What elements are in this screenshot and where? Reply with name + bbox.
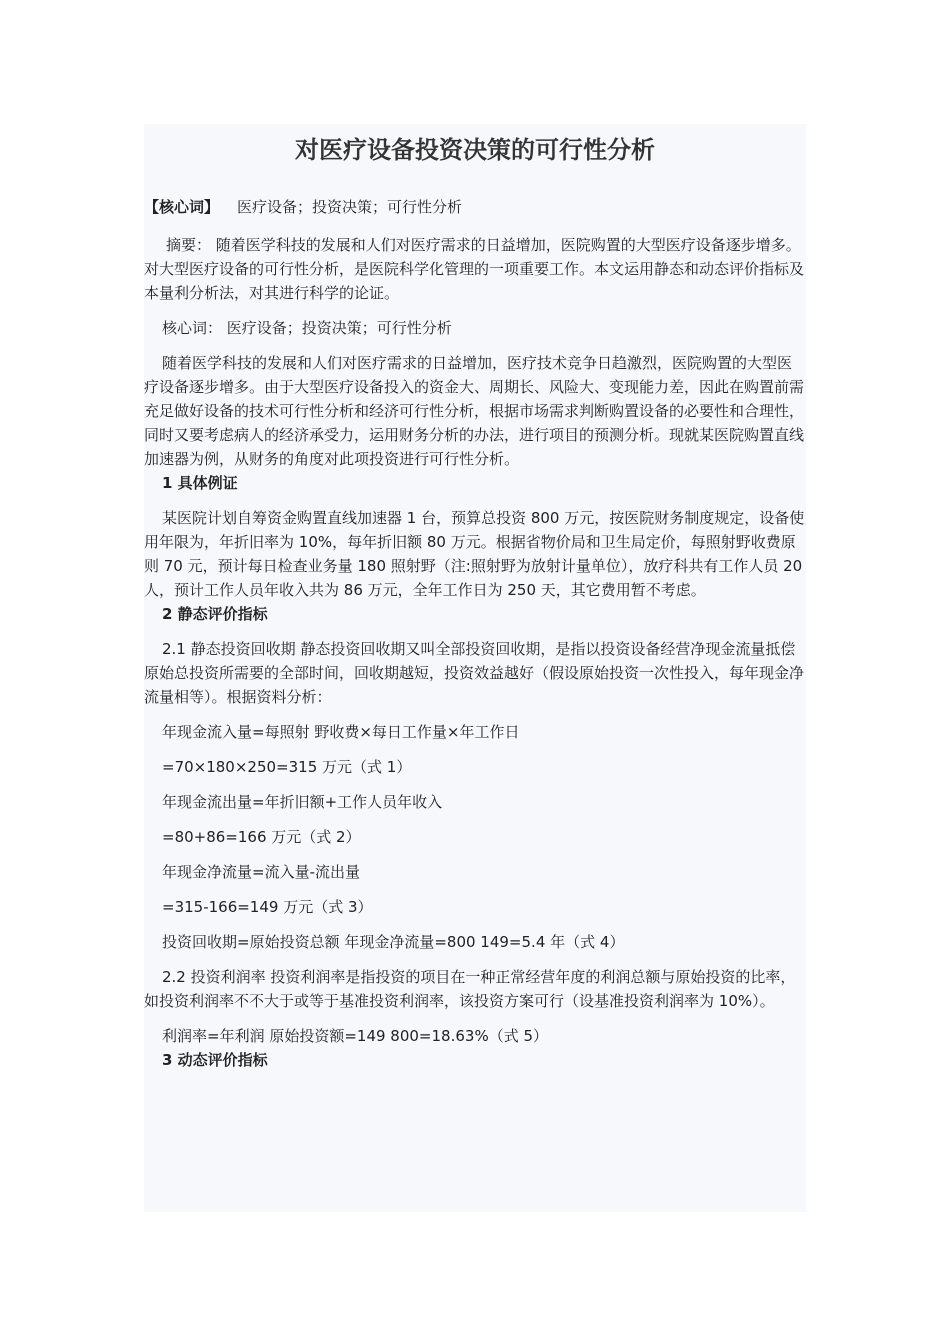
section-2-1-paragraph: 2.1 静态投资回收期 静态投资回收期又叫全部投资回收期，是指以投资设备经营净现金流量抵偿原始总投资所需要的全部时间，回收期越短，投资效益越好（假设原始投资一次性投入，每年现金净流量相等）。根据资料分析：: [144, 640, 805, 706]
formula-line: =315-166=149 万元（式 3）: [162, 898, 373, 916]
formula-5-line: 利润率=年利润 原始投资额=149 800=18.63%（式 5）: [162, 1027, 549, 1045]
keywords-label: 【核心词】: [144, 198, 220, 216]
formula-line: 年现金流入量=每照射 野收费×每日工作量×年工作日: [162, 723, 520, 741]
document-page: [144, 124, 806, 1212]
section-1-body: 某医院计划自筹资金购置直线加速器 1 台，预算总投资 800 万元，按医院财务制度规定，设备使用年限为，年折旧率为 10%，每年折旧额 80 万元。根据省物价局和卫生局定价，每照射野收费原则 70 元，预计每日检查业务量 180 照射野（注:照射野为放射计量单位），放疗科共有工作人员 20 人，预计工作人员年收入共为 86 万元，全年工作日为 250 天，其它费用暂不考虑。: [144, 509, 805, 599]
section-2-2-paragraph: 2.2 投资利润率 投资利润率是指投资的项目在一种正常经营年度的利润总额与原始投资的比率，如投资利润率不不大于或等于基准投资利润率，该投资方案可行（设基准投资利润率为 10%）。: [144, 968, 796, 1010]
abstract-paragraph: 摘要： 随着医学科技的发展和人们对医疗需求的日益增加，医院购置的大型医疗设备逐步增多。对大型医疗设备的可行性分析，是医院科学化管理的一项重要工作。本文运用静态和动态评价指标及本量利分析法，对其进行科学的论证。: [144, 236, 805, 302]
section-2-heading: 2 静态评价指标: [162, 605, 268, 623]
keywords-value: 医疗设备；投资决策；可行性分析: [237, 198, 463, 216]
formula-line: 年现金流出量=年折旧额+工作人员年收入: [162, 793, 443, 811]
formula-line: 年现金净流量=流入量-流出量: [162, 863, 360, 881]
formula-line: =70×180×250=315 万元（式 1）: [162, 758, 412, 776]
section-3-heading: 3 动态评价指标: [162, 1051, 268, 1069]
formula-line: =80+86=166 万元（式 2）: [162, 828, 361, 846]
formula-line: 投资回收期=原始投资总额 年现金净流量=800 149=5.4 年（式 4）: [162, 933, 625, 951]
section-1-heading: 1 具体例证: [162, 474, 238, 492]
keywords-header: [144, 194, 806, 220]
keywords-line: 核心词： 医疗设备；投资决策；可行性分析: [162, 319, 452, 337]
document-title: 对医疗设备投资决策的可行性分析: [295, 136, 655, 164]
intro-paragraph: 随着医学科技的发展和人们对医疗需求的日益增加，医疗技术竞争日趋激烈，医院购置的大型医疗设备逐步增多。由于大型医疗设备投入的资金大、周期长、风险大、变现能力差，因此在购置前需充足做好设备的技术可行性分析和经济可行性分析，根据市场需求判断购置设备的必要性和合理性，同时又要考虑病人的经济承受力，运用财务分析的办法，进行项目的预测分析。现就某医院购置直线加速器为例，从财务的角度对此项投资进行可行性分析。: [144, 354, 805, 468]
